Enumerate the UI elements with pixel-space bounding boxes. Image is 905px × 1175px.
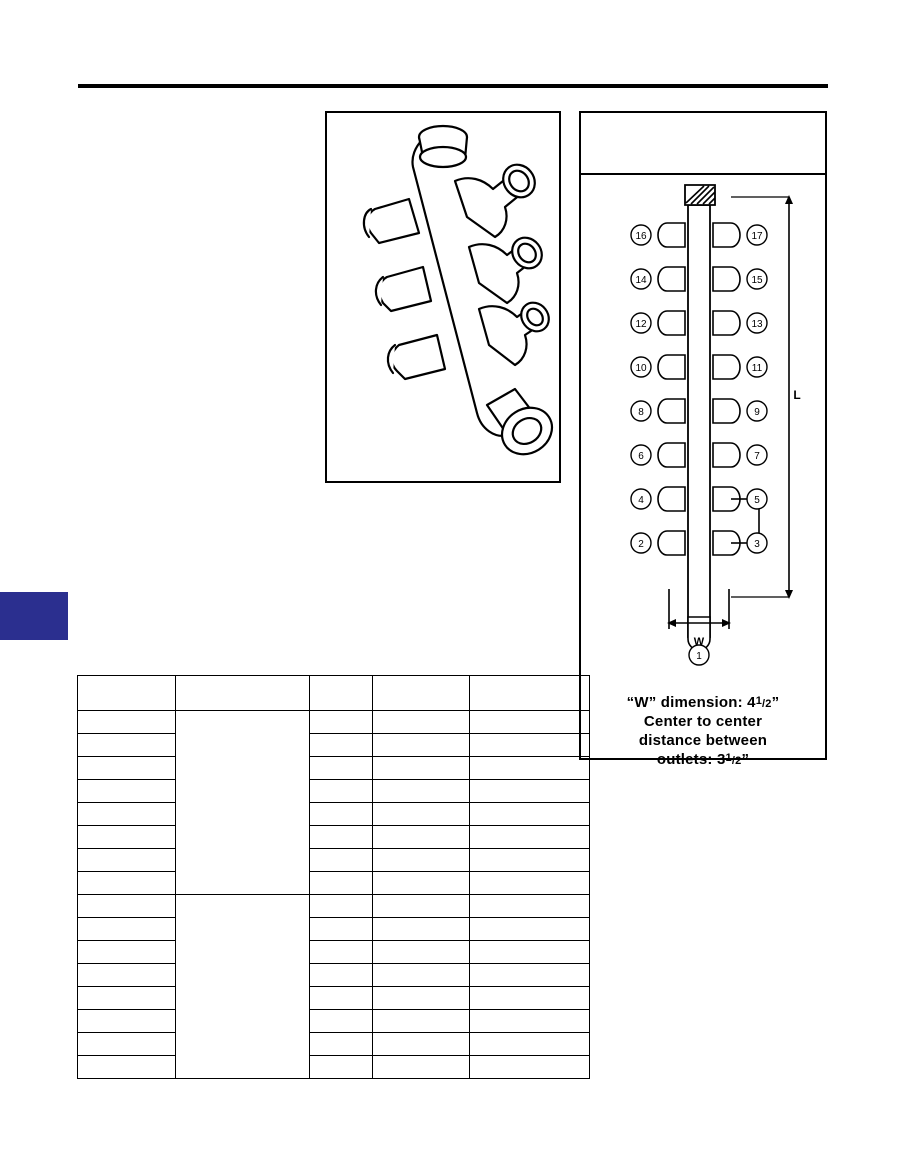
width-dimension-label: W [693, 636, 705, 648]
outlet-number-7: 7 [754, 451, 760, 462]
caption-line-3: distance between [638, 732, 768, 749]
cell-merged-group-2 [176, 895, 310, 1079]
outlet-number-8: 8 [638, 407, 644, 418]
cell [470, 1056, 590, 1079]
fraction-one-half-2: $^1$/2 [725, 752, 742, 767]
cell [470, 895, 590, 918]
table-row [78, 872, 590, 895]
table-row [78, 1010, 590, 1033]
table-row [78, 734, 590, 757]
table-row [78, 826, 590, 849]
diagram-header [581, 113, 825, 175]
cell [310, 849, 373, 872]
cell [470, 1033, 590, 1056]
cell [470, 734, 590, 757]
table-row [78, 964, 590, 987]
cell-merged-group-1 [176, 711, 310, 895]
cell [373, 757, 470, 780]
cell [310, 826, 373, 849]
column-header-1 [78, 676, 176, 711]
specification-table [77, 675, 590, 1079]
cell [373, 849, 470, 872]
column-header-2 [176, 676, 310, 711]
outlet-number-2: 2 [638, 539, 644, 550]
table-row [78, 941, 590, 964]
caption-line-1: “W” dimension: $4^1/2$” [626, 694, 780, 711]
cell [470, 803, 590, 826]
cell [310, 734, 373, 757]
cell [78, 987, 176, 1010]
cell [310, 941, 373, 964]
cell [470, 757, 590, 780]
table-row [78, 918, 590, 941]
cell [373, 826, 470, 849]
caption-line-4: outlets: $3^1/2$” [656, 751, 750, 768]
table-row [78, 987, 590, 1010]
column-header-5 [470, 676, 590, 711]
outlet-number-4: 4 [638, 495, 644, 506]
cell [470, 826, 590, 849]
cell [78, 780, 176, 803]
cell [310, 780, 373, 803]
cell [310, 757, 373, 780]
copper-manifold-illustration [327, 113, 555, 477]
cell [373, 941, 470, 964]
cell [78, 711, 176, 734]
cell [470, 849, 590, 872]
cell [78, 895, 176, 918]
cell [78, 734, 176, 757]
product-illustration-box [325, 111, 561, 483]
diagram-caption [581, 693, 825, 769]
outlet-number-17: 17 [751, 231, 763, 242]
table-row [78, 1033, 590, 1056]
table-row [78, 1056, 590, 1079]
cell [373, 734, 470, 757]
cell [470, 941, 590, 964]
table-row [78, 780, 590, 803]
cell [310, 1033, 373, 1056]
cell [373, 964, 470, 987]
cell [470, 711, 590, 734]
table-row [78, 711, 590, 734]
cell [78, 941, 176, 964]
cell [373, 872, 470, 895]
cell [78, 1033, 176, 1056]
table-header-row [78, 676, 590, 711]
table-row [78, 803, 590, 826]
cell [78, 826, 176, 849]
cell [373, 1010, 470, 1033]
cell [310, 872, 373, 895]
outlet-number-3: 3 [754, 539, 760, 550]
caption-line-2: Center to center [643, 713, 763, 730]
cell [78, 964, 176, 987]
cell [78, 1056, 176, 1079]
column-header-3 [310, 676, 373, 711]
cell [470, 780, 590, 803]
cell [310, 803, 373, 826]
cell [78, 872, 176, 895]
cell [373, 803, 470, 826]
length-dimension-label: L [793, 388, 801, 402]
cell [373, 895, 470, 918]
cell [310, 987, 373, 1010]
dimension-diagram-panel [579, 111, 827, 768]
cell [78, 1010, 176, 1033]
outlet-number-13: 13 [751, 319, 763, 330]
cell [373, 711, 470, 734]
outlet-number-15: 15 [751, 275, 763, 286]
cell [373, 918, 470, 941]
cell [78, 918, 176, 941]
outlet-number-5: 5 [754, 495, 760, 506]
cell [310, 711, 373, 734]
outlet-number-12: 12 [635, 319, 647, 330]
outlet-number-10: 10 [635, 363, 647, 374]
cell [310, 895, 373, 918]
cell [470, 918, 590, 941]
header-rule [78, 84, 828, 88]
outlet-number-6: 6 [638, 451, 644, 462]
cell [470, 1010, 590, 1033]
cell [373, 1033, 470, 1056]
cell [470, 872, 590, 895]
outlet-number-16: 16 [635, 231, 647, 242]
table-row [78, 757, 590, 780]
cell [310, 1010, 373, 1033]
outlet-number-14: 14 [635, 275, 647, 286]
cell [470, 987, 590, 1010]
outlet-number-9: 9 [754, 407, 760, 418]
cell [373, 1056, 470, 1079]
page-edge-tab [0, 592, 68, 640]
cell [373, 987, 470, 1010]
outlet-number-1: 1 [696, 651, 702, 662]
cell [78, 849, 176, 872]
manifold-schematic [581, 177, 825, 677]
outlet-number-11: 11 [751, 363, 763, 374]
table-row [78, 895, 590, 918]
fraction-one-half: $^1$/2 [755, 695, 772, 710]
cell [310, 964, 373, 987]
cell [470, 964, 590, 987]
column-header-4 [373, 676, 470, 711]
cell [373, 780, 470, 803]
cell [78, 757, 176, 780]
cell [78, 803, 176, 826]
cell [310, 918, 373, 941]
table-row [78, 849, 590, 872]
cell [310, 1056, 373, 1079]
